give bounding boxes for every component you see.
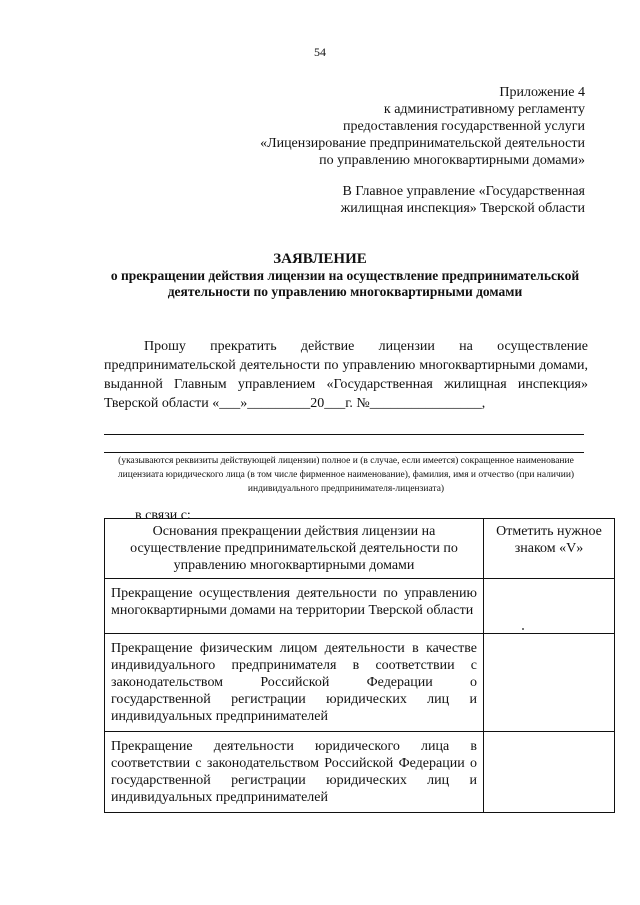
request-paragraph xyxy=(104,337,588,413)
mark-cell[interactable] xyxy=(484,579,615,634)
mark-cell[interactable] xyxy=(484,634,615,732)
request-text: Прошу прекратить действие лицензии на осуществление предпринимательской деятельности по управлению многоквартирными домами, выданной Главным управлением «Государственная жилищная инспекция» Тверской области «___»_________20___г. №________________, xyxy=(104,339,588,411)
appendix-line: к административному регламенту xyxy=(383,102,585,117)
appendix-block xyxy=(260,84,585,169)
table-header-row xyxy=(105,519,615,579)
reason-intro: в связи с: xyxy=(135,508,191,523)
appendix-line: Приложение 4 xyxy=(499,85,585,100)
addressee-block xyxy=(341,183,585,217)
reason-cell: Прекращение деятельности юридического лица в соответствии с законодательством Российской Федерации о государственной регистрации юридических лиц и индивидуальных предпринимателей xyxy=(105,732,484,813)
addressee-line: жилищная инспекция» Тверской области xyxy=(340,201,585,216)
appendix-line: по управлению многоквартирными домами» xyxy=(319,153,585,168)
table-row xyxy=(105,732,615,813)
mark-cell[interactable] xyxy=(484,732,615,813)
requisites-note: (указываются реквизиты действующей лицензии) полное и (в случае, если имеется) сокращенное наименование лицензиата юридического лица (в том числе фирменное наименование), фамилия, имя и отчество (при наличии) индивидуального предпринимателя-лицензиата) xyxy=(117,456,575,494)
fill-line xyxy=(104,452,584,453)
speck xyxy=(522,628,524,630)
fill-line xyxy=(104,434,584,435)
appendix-line: «Лицензирование предпринимательской деятельности xyxy=(260,136,585,151)
reasons-table xyxy=(104,518,615,813)
appendix-line: предоставления государственной услуги xyxy=(343,119,585,134)
header-reason: Основания прекращении действия лицензии на осуществление предпринимательской деятельности по управлению многоквартирными домами xyxy=(105,519,484,579)
header-mark: Отметить нужное знаком «V» xyxy=(484,519,615,579)
table-row xyxy=(105,634,615,732)
table-row xyxy=(105,579,615,634)
document-subtitle: о прекращении действия лицензии на осуществление предпринимательской деятельности по управлению многоквартирными домами xyxy=(110,268,580,299)
reason-cell: Прекращение осуществления деятельности по управлению многоквартирными домами на территории Тверской области xyxy=(105,579,484,634)
document-title: ЗАЯВЛЕНИЕ xyxy=(273,251,367,267)
page-number: 54 xyxy=(314,45,326,59)
addressee-line: В Главное управление «Государственная xyxy=(342,184,585,199)
reason-cell: Прекращение физическим лицом деятельности в качестве индивидуального предпринимателя в соответствии с законодательством Российской Федерации о государственной регистрации юридических лиц и индивидуальных предпринимателей xyxy=(105,634,484,732)
